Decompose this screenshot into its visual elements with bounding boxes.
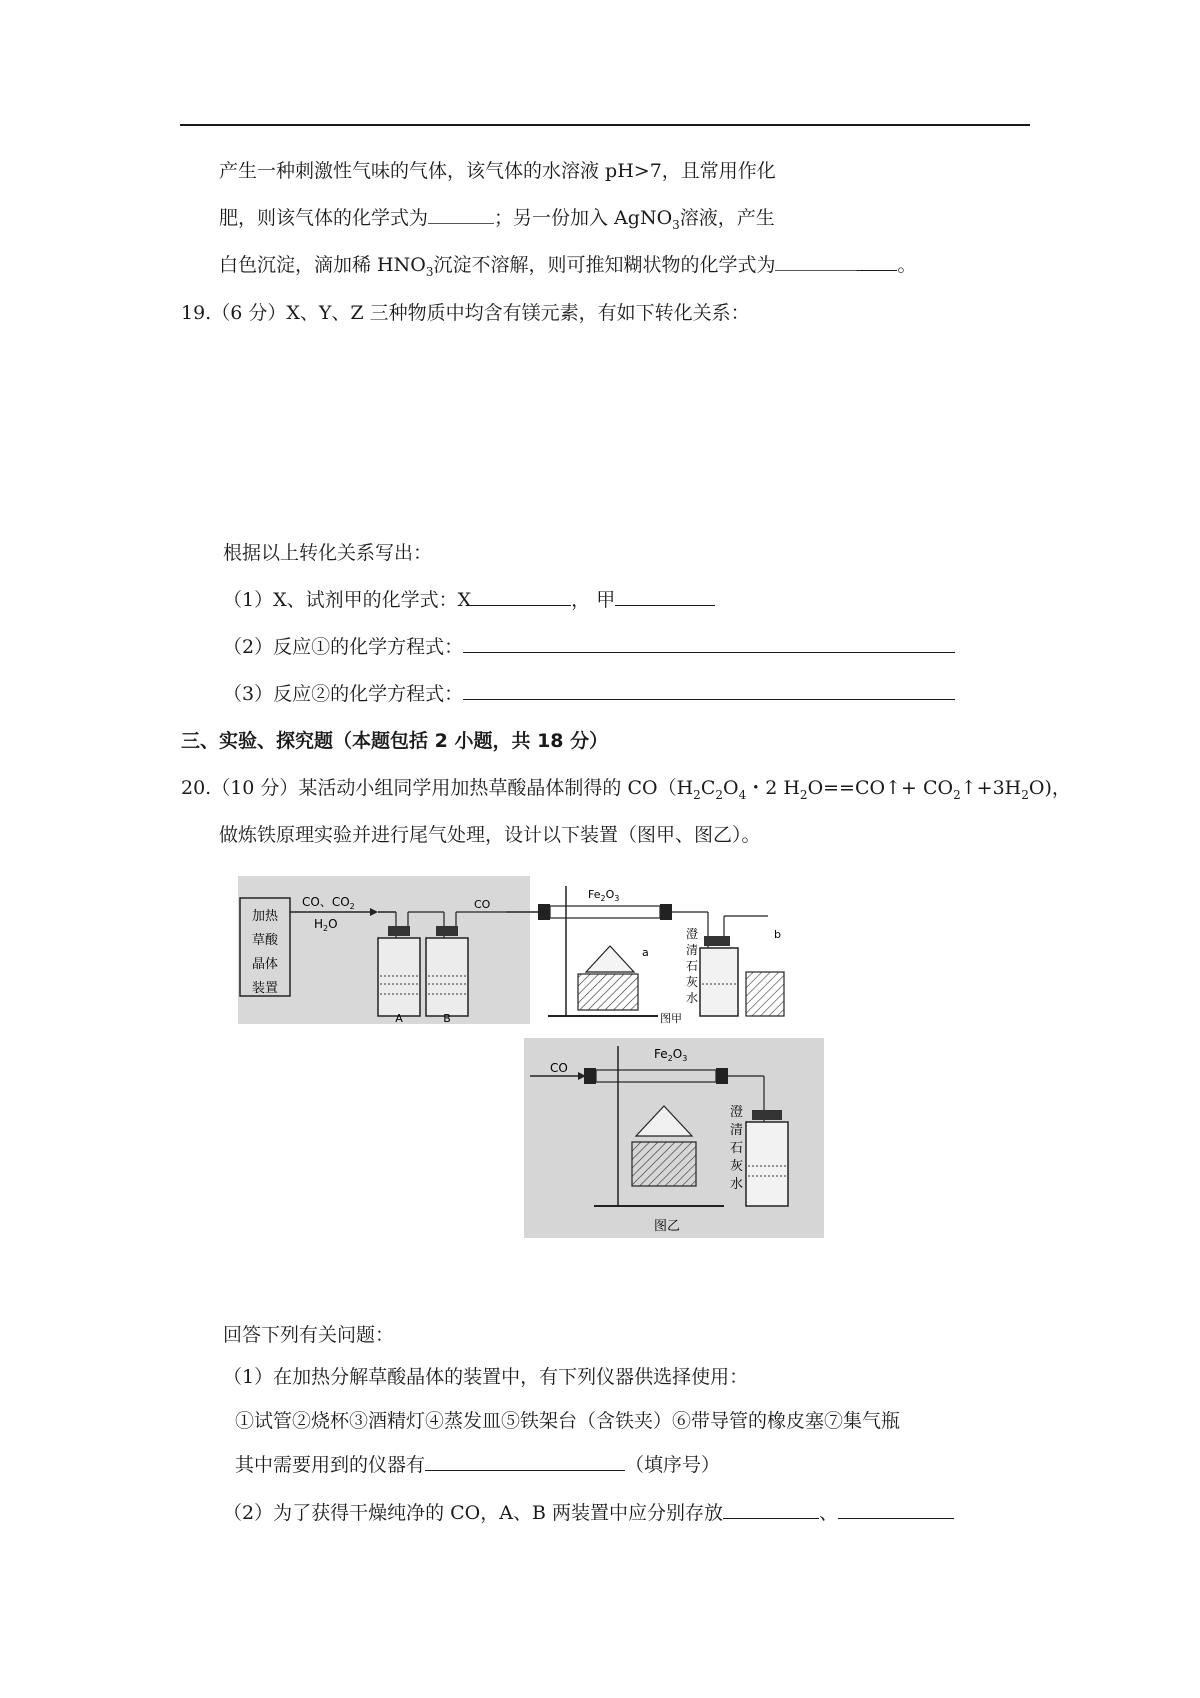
q18-line3: 白色沉淀，滴加稀 $HNO_3$沉淀不溶解，则可推知糊状物的化学式为 。 <box>219 254 917 279</box>
box-label-3: 晶体 <box>251 957 279 972</box>
figure-yi <box>524 1038 824 1238</box>
limewater-yi-3: 石 <box>730 1141 744 1156</box>
limewater-yi-5: 水 <box>730 1177 744 1192</box>
limewater-yi-2: 清 <box>730 1123 744 1138</box>
header-rule <box>180 124 1030 126</box>
q18-line2: 肥，则该气体的化学式为 ；另一份加入 AgNO$_3$溶液，产生 <box>219 207 775 232</box>
answer-blank-a[interactable] <box>723 1500 819 1519</box>
box-label-2: 草酸 <box>251 933 279 948</box>
label-a: A <box>395 1012 403 1024</box>
section-title: 三、实验、探究题（本题包括 2 小题，共 18 分） <box>181 730 609 752</box>
oxide-label-jia: $Fe_2O_3$ <box>588 888 620 903</box>
co-out-label: CO <box>474 898 491 911</box>
q20-part1-need: 其中需要用到的仪器有 （填序号） <box>235 1454 721 1476</box>
limewater-4: 灰 <box>686 975 699 989</box>
limewater-5: 水 <box>686 991 699 1005</box>
answer-blank-gas[interactable] <box>428 205 494 224</box>
answer-blank-reaction2[interactable] <box>463 681 955 700</box>
q20-stem-line2: 做炼铁原理实验并进行尾气处理，设计以下装置（图甲、图乙）。 <box>219 824 761 846</box>
q18-line1: 产生一种刺激性气味的气体，该气体的水溶液 pH>7，且常用作化 <box>219 160 776 182</box>
lamp-label-b: b <box>774 928 781 941</box>
caption-jia: 图甲 <box>660 1012 682 1024</box>
answer-blank-instruments[interactable] <box>425 1452 625 1471</box>
q19-part2: （2）反应①的化学方程式： <box>223 634 955 660</box>
answer-blank-paste[interactable] <box>775 252 857 271</box>
q20-part1-list: ①试管②烧杯③酒精灯④蒸发皿⑤铁架台（含铁夹）⑥带导管的橡皮塞⑦集气瓶 <box>235 1410 901 1432</box>
limewater-3: 石 <box>686 959 699 973</box>
gas-h2o-label: $H_2O$ <box>314 917 338 933</box>
q20-part2: （2）为了获得干燥纯净的 CO，A、B 两装置中应分别存放 、 <box>223 1500 954 1526</box>
q20-part1: （1）在加热分解草酸晶体的装置中，有下列仪器供选择使用： <box>223 1366 749 1388</box>
lamp-label-a: a <box>642 946 649 959</box>
label-b: B <box>443 1012 451 1024</box>
limewater-yi-1: 澄 <box>730 1105 744 1120</box>
box-label-4: 装置 <box>251 981 279 996</box>
caption-yi: 图乙 <box>654 1219 681 1234</box>
q20-stem: 20.（10 分）某活动小组同学用加热草酸晶体制得的 $CO(H_2C_2O_4$・2 $H_2O==CO↑+$ $CO_2↑+3H_2O$)， <box>181 777 1071 802</box>
figure-jia <box>238 876 786 1024</box>
co-in-label: CO <box>550 1061 568 1075</box>
q19-part1: （1）X、试剂甲的化学式：X ， 甲 <box>223 587 715 613</box>
answer-blank-reaction1[interactable] <box>463 634 955 653</box>
limewater-2: 清 <box>686 943 699 957</box>
q19-intro: 根据以上转化关系写出： <box>223 542 433 564</box>
answer-blank-reagent[interactable] <box>615 587 715 606</box>
answer-blank-x[interactable] <box>471 587 571 606</box>
box-label-1: 加热 <box>251 909 279 924</box>
q20-answer-intro: 回答下列有关问题： <box>223 1324 395 1346</box>
answer-blank-b[interactable] <box>838 1500 954 1519</box>
limewater-yi-4: 灰 <box>730 1159 744 1174</box>
oxide-label-yi: $Fe_2O_3$ <box>654 1047 688 1063</box>
q19-stem: 19.（6 分）X、Y、Z 三种物质中均含有镁元素，有如下转化关系： <box>181 302 750 324</box>
gas-in-label: CO、$CO_2$ <box>302 895 355 911</box>
limewater-1: 澄 <box>686 927 699 941</box>
q19-part3: （3）反应②的化学方程式： <box>223 681 955 707</box>
